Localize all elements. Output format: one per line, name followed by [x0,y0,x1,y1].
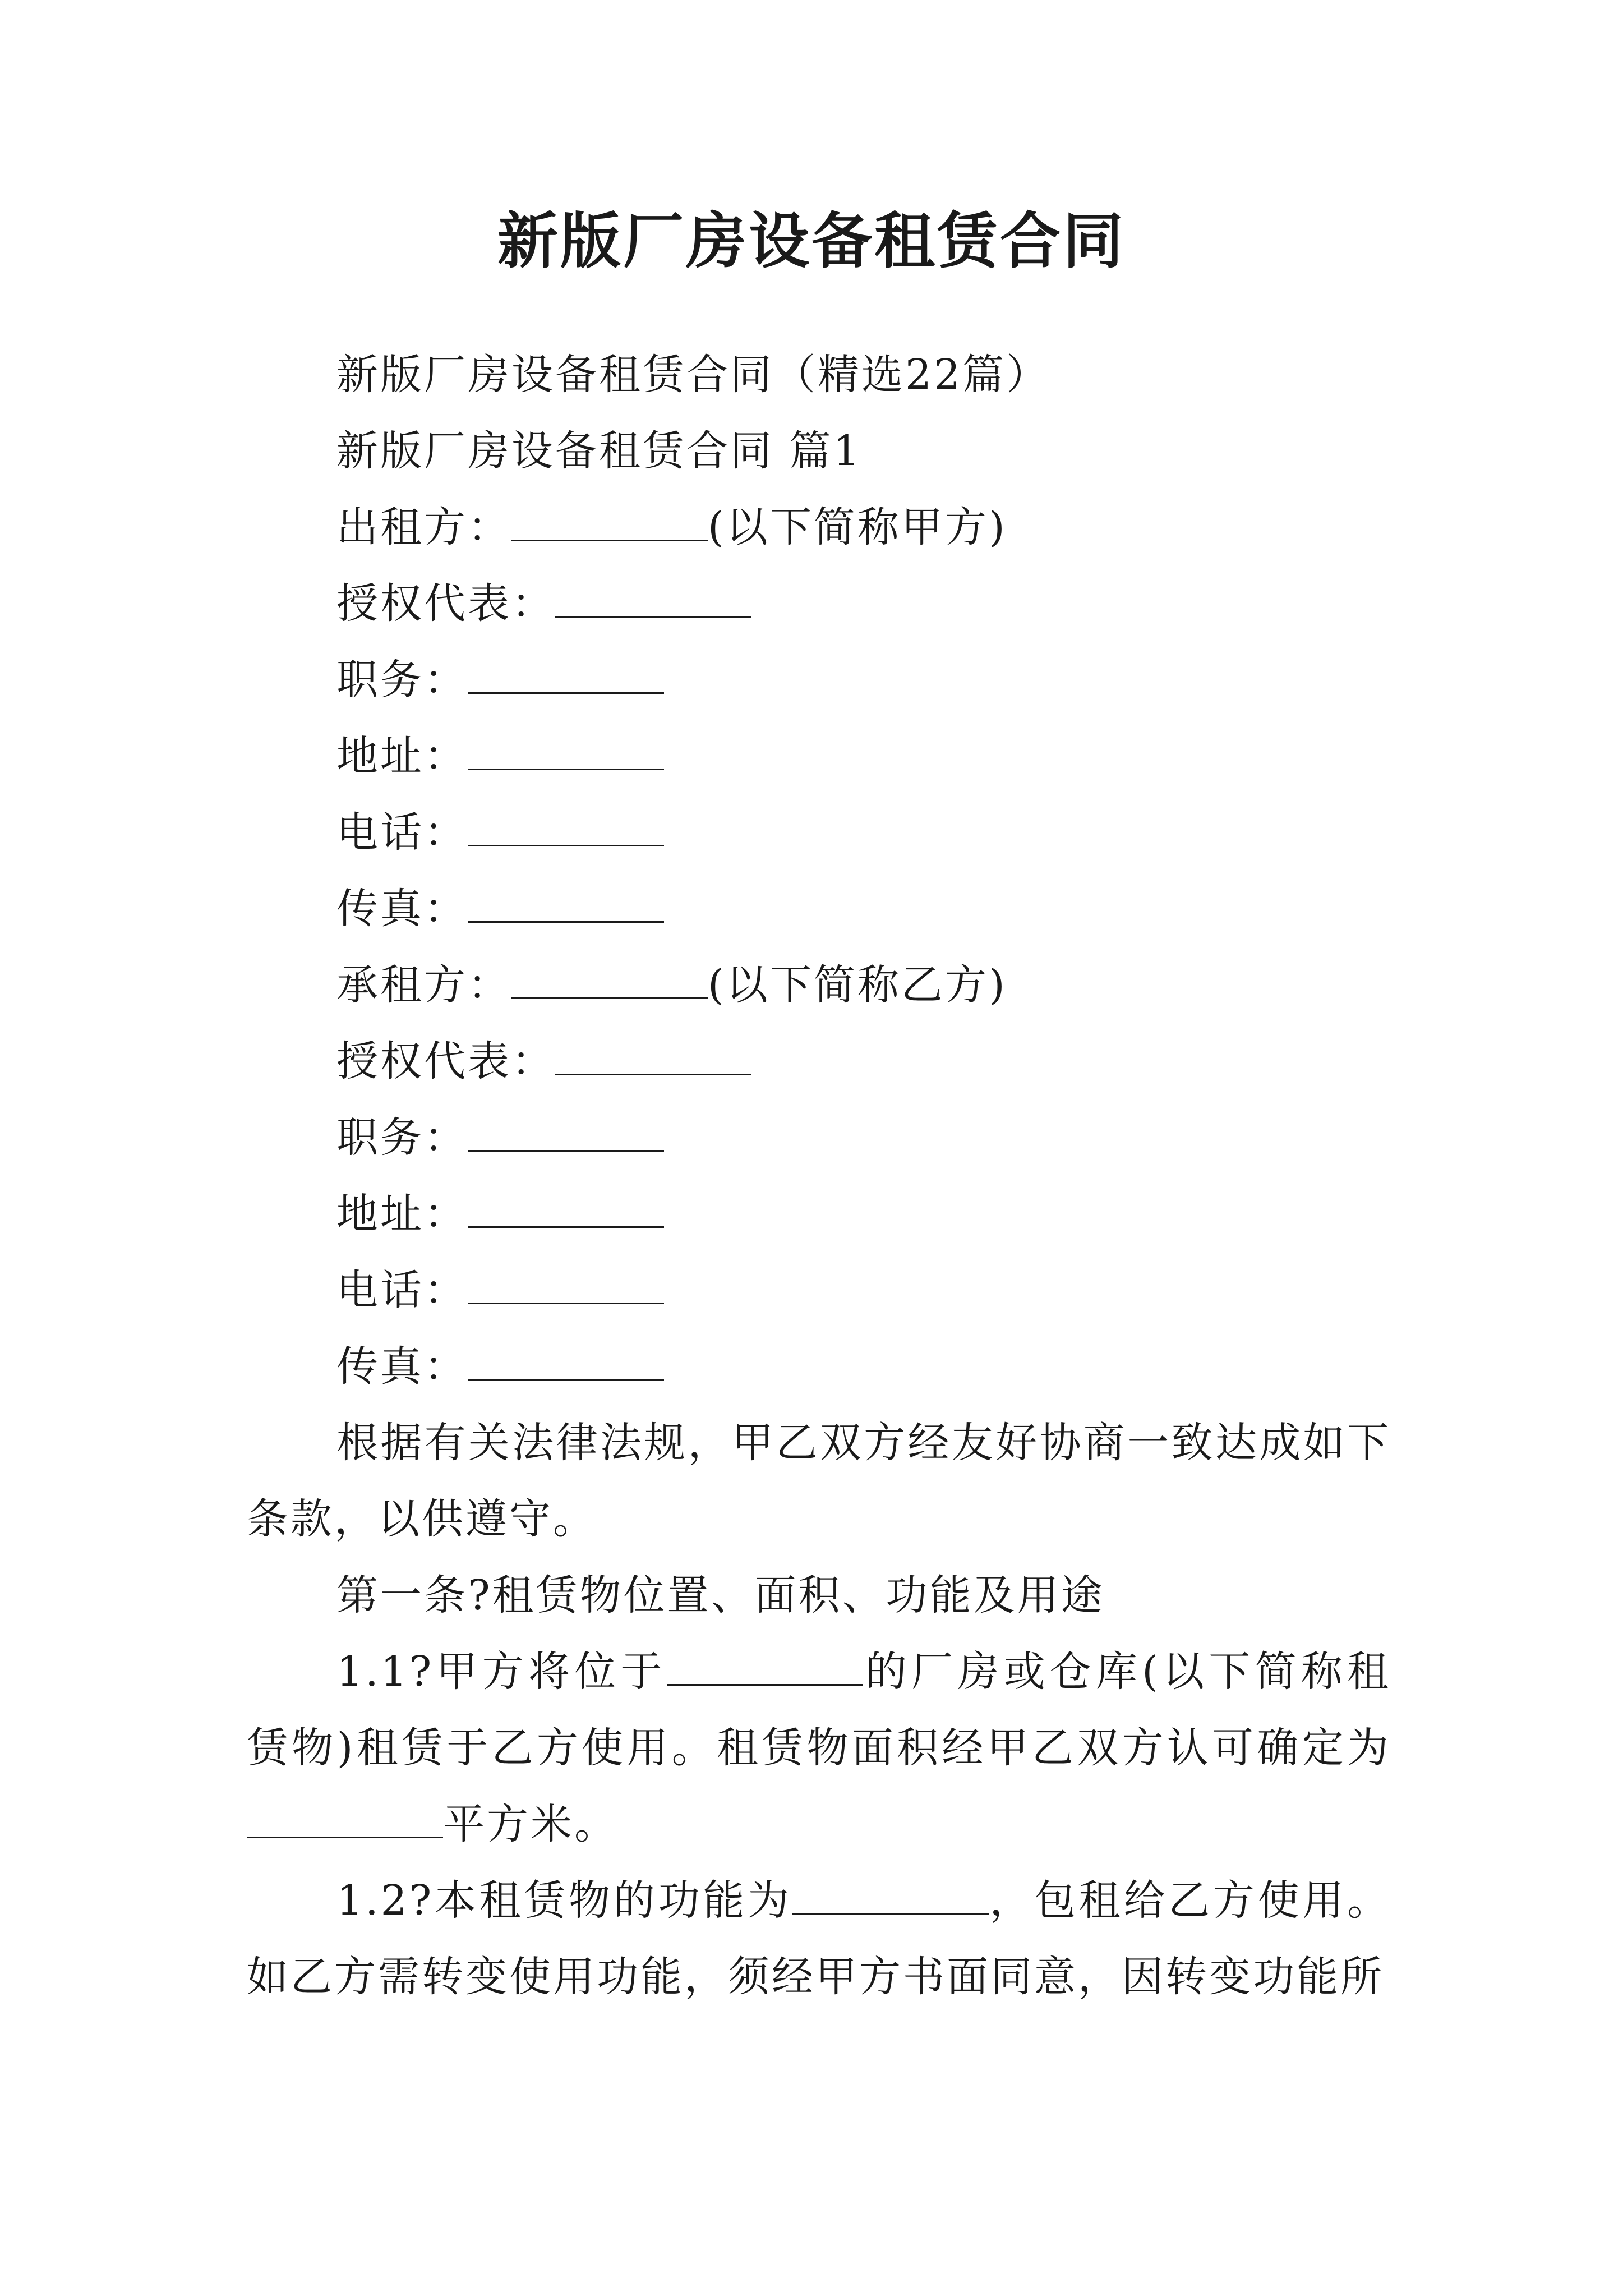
lessor-position-blank [468,659,664,694]
lessor-fax-label: 传真： [336,885,468,933]
clause-1-2-part1: 1.2?本租赁物的功能为 [336,1876,792,1925]
clause-1-2-part2: ，包租给乙方使用。如乙方需转变使用功能，须经甲方书面同意，因转变功能所 [247,1876,1391,2001]
document-body [247,337,1391,2015]
lessor-blank [511,506,708,541]
clause-1-1-part2: 的厂房或仓库(以下简称租赁物)租赁于乙方使用。租赁物面积经甲乙双方认可确定为 [247,1648,1391,1772]
lessee-phone-label: 电话： [336,1266,468,1314]
lessee-phone-line [247,1252,1391,1328]
lessee-fax-line [247,1328,1391,1405]
lessee-position-blank [468,1116,664,1152]
lessee-fax-label: 传真： [336,1342,468,1391]
lessee-position-label: 职务： [336,1114,468,1162]
clause-1-2 [247,1862,1391,2015]
lessor-label: 出租方： [336,503,511,551]
intro-paragraph: 根据有关法律法规，甲乙双方经友好协商一致达成如下条款，以供遵守。 [247,1419,1391,1543]
lessee-address-label: 地址： [336,1190,468,1238]
lessor-address-blank [468,735,664,770]
section-heading: 新版厂房设备租赁合同 篇1 [336,427,862,475]
clause-1-1-part3: 平方米。 [443,1800,618,1848]
lessee-line [247,947,1391,1023]
clause-1-1-location-blank [667,1650,863,1686]
lessor-address-label: 地址： [336,732,468,780]
lessee-position-line [247,1099,1391,1176]
lessor-rep-label: 授权代表： [336,579,555,628]
lessee-fax-blank [468,1345,664,1381]
lessee-rep-line [247,1023,1391,1099]
clause-1-2-function-blank [792,1879,989,1915]
document-title: 新版厂房设备租赁合同 [497,206,1126,277]
lessor-line [247,489,1391,565]
lessor-phone-blank [468,811,664,846]
lessee-blank [511,964,708,999]
clause-1-1 [247,1634,1391,1862]
lessor-fax-line [247,871,1391,947]
lessee-address-blank [468,1193,664,1228]
lessor-suffix: (以下简称甲方) [708,503,1007,551]
lessee-phone-blank [468,1269,664,1304]
lessee-rep-label: 授权代表： [336,1037,555,1085]
lessor-fax-blank [468,887,664,923]
lessor-position-line [247,642,1391,718]
lessor-phone-line [247,794,1391,871]
lessor-rep-line [247,565,1391,642]
clause-1-1-area-blank [247,1803,443,1838]
subtitle-line: 新版厂房设备租赁合同（精选22篇） [336,351,1050,399]
lessee-suffix: (以下简称乙方) [708,961,1007,1009]
lessor-rep-blank [555,582,751,618]
article1-title: 第一条?租赁物位置、面积、功能及用途 [336,1571,1105,1619]
lessee-address-line [247,1176,1391,1252]
lessee-label: 承租方： [336,961,511,1009]
lessee-rep-blank [555,1040,751,1075]
lessor-address-line [247,718,1391,794]
clause-1-1-part1: 1.1?甲方将位于 [336,1648,667,1696]
lessor-phone-label: 电话： [336,808,468,857]
lessor-position-label: 职务： [336,656,468,704]
